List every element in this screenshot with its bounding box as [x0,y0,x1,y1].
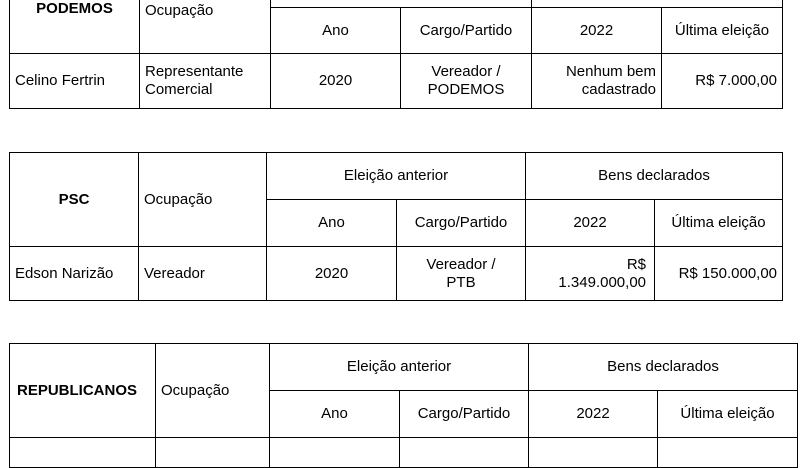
previous-election-header: Eleição anterior [270,344,529,391]
office-party-header: Cargo/Partido [400,391,529,438]
podemos-candidates-table [9,0,783,109]
previous-election-header: Eleição anterior [267,153,526,200]
party-name: REPUBLICANOS [10,344,156,438]
table-row [10,438,798,468]
previous-office-party: Vereador / PTB [397,247,526,301]
office-party-header: Cargo/Partido [401,8,532,54]
year-header: Ano [267,200,397,247]
office-party-header: Cargo/Partido [397,200,526,247]
declared-assets-header: Bens declarados [529,344,798,391]
assets-year-header: 2022 [529,391,658,438]
previous-election-year: 2020 [271,54,401,109]
assets-2022: R$ 1.349.000,00 [526,247,655,301]
year-header: Ano [270,391,400,438]
assets-year-header: 2022 [526,200,655,247]
occupation-header: Ocupação [156,344,270,438]
empty-cell [400,438,529,468]
previous-election-header [271,0,532,8]
declared-assets-header: Bens declarados [526,153,783,200]
occupation-header: Ocupação [140,0,271,54]
empty-cell [270,438,400,468]
candidate-occupation: Representante Comercial [140,54,271,109]
last-election-header: Última eleição [655,200,783,247]
previous-election-year: 2020 [267,247,397,301]
candidate-name: Celino Fertrin [10,54,140,109]
table-row [10,247,783,301]
candidate-occupation: Vereador [139,247,267,301]
last-election-header: Última eleição [662,8,783,54]
empty-cell [529,438,658,468]
declared-assets-header [532,0,783,8]
occupation-header: Ocupação [139,153,267,247]
last-election-header: Última eleição [658,391,798,438]
assets-last-election: R$ 7.000,00 [662,54,783,109]
year-header: Ano [271,8,401,54]
empty-cell [658,438,798,468]
psc-candidates-table [9,152,783,301]
empty-cell [156,438,270,468]
assets-last-election: R$ 150.000,00 [655,247,783,301]
previous-office-party: Vereador / PODEMOS [401,54,532,109]
candidate-name: Edson Narizão [10,247,139,301]
republicanos-candidates-table [9,343,798,468]
table-row [10,54,783,109]
party-name: PODEMOS [10,0,140,54]
empty-cell [10,438,156,468]
party-name: PSC [10,153,139,247]
assets-year-header: 2022 [532,8,662,54]
assets-2022: Nenhum bem cadastrado [532,54,662,109]
